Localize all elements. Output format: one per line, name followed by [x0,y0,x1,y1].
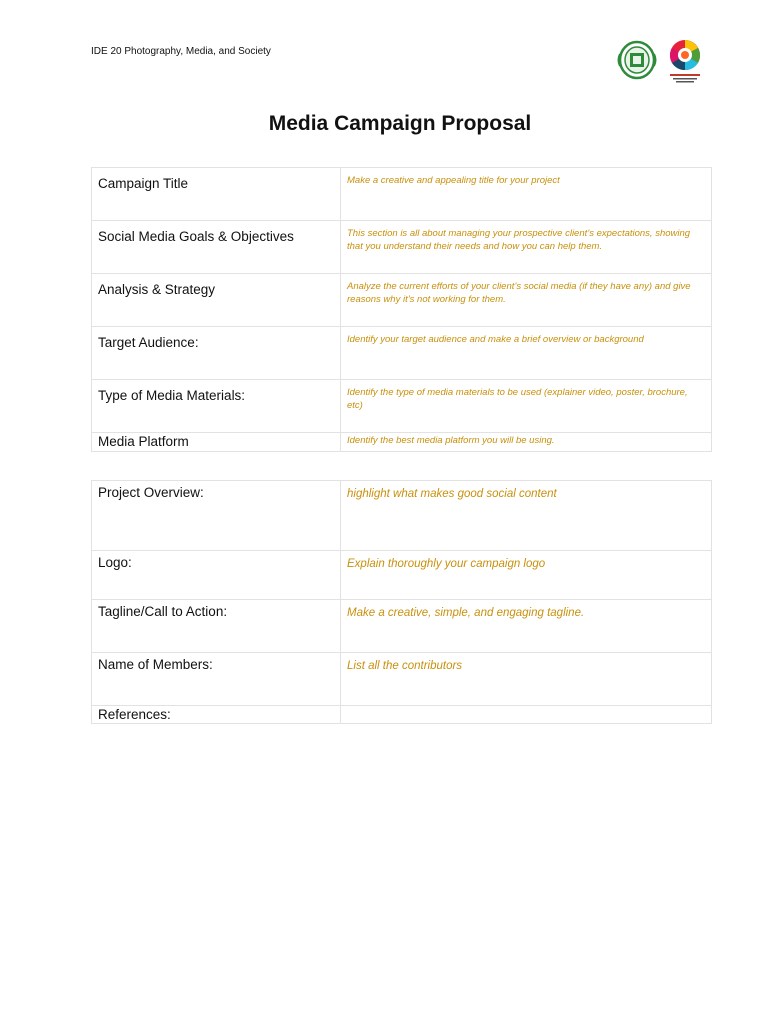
row-hint[interactable]: Identify the type of media materials to be used (explainer video, poster, brochure, etc) [341,380,712,433]
row-label: Type of Media Materials: [92,380,341,433]
document-title: Media Campaign Proposal [268,112,532,135]
table-row [92,221,712,274]
row-label: References: [92,706,341,724]
row-hint[interactable]: This section is all about managing your prospective client’s expectations, showing that you understand their needs and how you can help them. [341,221,712,274]
row-hint[interactable] [341,706,712,724]
course-header: IDE 20 Photography, Media, and Society [91,46,271,57]
table-row [92,481,712,551]
sdg-wheel-logo [667,38,703,84]
table-row [92,380,712,433]
table-row [92,706,712,724]
row-hint[interactable]: Make a creative, simple, and engaging tagline. [341,600,712,653]
row-label: Tagline/Call to Action: [92,600,341,653]
table-row [92,274,712,327]
row-label: Analysis & Strategy [92,274,341,327]
row-hint[interactable]: highlight what makes good social content [341,481,712,551]
row-label: Social Media Goals & Objectives [92,221,341,274]
table-row [92,433,712,452]
row-label: Media Platform [92,433,341,452]
row-hint[interactable]: Identify your target audience and make a brief overview or background [341,327,712,380]
proposal-table-secondary [91,480,712,724]
row-hint[interactable]: Make a creative and appealing title for your project [341,168,712,221]
table-row [92,551,712,600]
row-label: Logo: [92,551,341,600]
row-label: Project Overview: [92,481,341,551]
row-hint[interactable]: List all the contributors [341,653,712,706]
university-seal-logo [617,40,657,80]
proposal-table-primary [91,167,712,452]
row-label: Target Audience: [92,327,341,380]
row-hint[interactable]: Explain thoroughly your campaign logo [341,551,712,600]
row-label: Campaign Title [92,168,341,221]
table-row [92,168,712,221]
row-hint[interactable]: Analyze the current efforts of your client’s social media (if they have any) and give reasons why it’s not working for them. [341,274,712,327]
table-row [92,653,712,706]
row-label: Name of Members: [92,653,341,706]
table-row [92,327,712,380]
row-hint[interactable]: Identify the best media platform you will be using. [341,433,712,452]
table-row [92,600,712,653]
